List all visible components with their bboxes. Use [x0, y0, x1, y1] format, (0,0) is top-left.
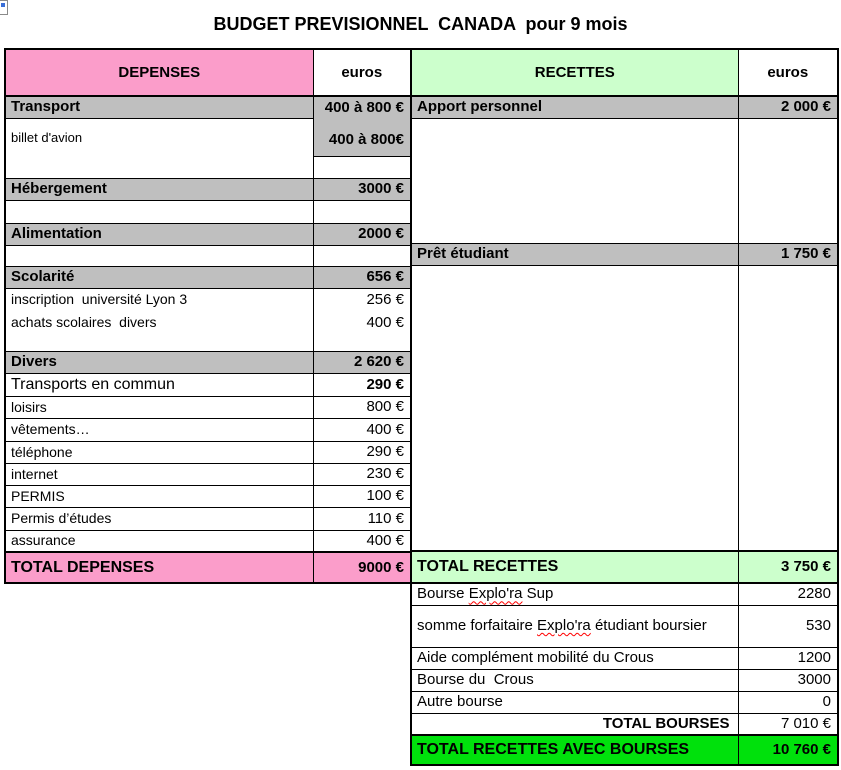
table-row — [5, 441, 411, 463]
recettes-euros-header-cell: euros — [738, 49, 838, 96]
table-row — [5, 507, 411, 530]
spacer-cell — [5, 334, 313, 351]
recettes-table — [410, 48, 839, 766]
table-row — [411, 691, 838, 713]
spacer-cell — [5, 200, 313, 223]
transports-commun-value: 290 € — [313, 373, 411, 396]
telephone-label: téléphone — [5, 441, 313, 463]
somme-forfaitaire-label — [411, 605, 738, 647]
achats-label: achats scolaires divers — [5, 311, 313, 334]
telephone-value: 290 € — [313, 441, 411, 463]
spacer-row — [411, 118, 838, 243]
total-recettes-value: 3 750 € — [738, 551, 838, 583]
label-text: Sup — [522, 585, 554, 603]
label-text: étudiant boursier — [590, 617, 707, 634]
recettes-header-cell: RECETTES — [411, 49, 738, 96]
achats-value: 400 € — [313, 311, 411, 334]
permis-etudes-label: Permis d’études — [5, 507, 313, 530]
table-row — [411, 669, 838, 691]
vetements-value: 400 € — [313, 418, 411, 441]
aide-crous-value: 1200 — [738, 647, 838, 669]
table-row — [411, 583, 838, 605]
spacer-cell — [5, 245, 313, 266]
total-recettes-label: TOTAL RECETTES — [411, 551, 738, 583]
bourse-crous-label: Bourse du Crous — [411, 669, 738, 691]
spacer-cell — [313, 334, 411, 351]
table-header-row — [5, 49, 411, 96]
autre-bourse-label: Autre bourse — [411, 691, 738, 713]
permis-label: PERMIS — [5, 485, 313, 507]
apport-personnel-value: 2 000 € — [738, 96, 838, 118]
pret-etudiant-value: 1 750 € — [738, 243, 838, 265]
permis-etudes-value: 110 € — [313, 507, 411, 530]
depenses-table — [4, 48, 412, 584]
transport-value: 400 à 800 € — [313, 96, 411, 118]
spacer-row — [5, 334, 411, 351]
table-row — [5, 96, 411, 118]
table-header-row — [411, 49, 838, 96]
table-row — [5, 418, 411, 441]
depenses-euros-header-cell: euros — [313, 49, 411, 96]
transport-label: Transport — [5, 96, 313, 118]
hebergement-label: Hébergement — [5, 178, 313, 200]
table-row — [5, 485, 411, 507]
alimentation-label: Alimentation — [5, 223, 313, 245]
broken-image-icon — [0, 0, 8, 15]
spacer-row — [411, 265, 838, 551]
table-row — [5, 266, 411, 288]
page-title: BUDGET PREVISIONNEL CANADA pour 9 mois — [213, 14, 628, 34]
inscription-label: inscription université Lyon 3 — [5, 288, 313, 311]
vetements-label: vêtements… — [5, 418, 313, 441]
autre-bourse-value: 0 — [738, 691, 838, 713]
table-row — [5, 118, 411, 156]
billet-avion-value: 400 à 800€ — [313, 118, 411, 156]
divers-value: 2 620 € — [313, 351, 411, 373]
depenses-header-cell: DEPENSES — [5, 49, 313, 96]
internet-label: internet — [5, 463, 313, 485]
table-row — [411, 243, 838, 265]
bourse-explora-value: 2280 — [738, 583, 838, 605]
table-row — [5, 351, 411, 373]
grand-total-label: TOTAL RECETTES AVEC BOURSES — [411, 735, 738, 765]
spacer-cell — [411, 118, 738, 243]
inscription-value: 256 € — [313, 288, 411, 311]
table-row — [411, 647, 838, 669]
permis-value: 100 € — [313, 485, 411, 507]
table-row — [5, 288, 411, 311]
billet-avion-label: billet d'avion — [5, 118, 313, 156]
divers-label: Divers — [5, 351, 313, 373]
total-depenses-value: 9000 € — [313, 552, 411, 583]
spacer-row — [5, 245, 411, 266]
table-row — [5, 530, 411, 552]
somme-forfaitaire-value: 530 — [738, 605, 838, 647]
spacer-row — [5, 200, 411, 223]
table-row — [5, 223, 411, 245]
misspelled-word: Explo'ra — [537, 617, 591, 634]
pret-etudiant-label: Prêt étudiant — [411, 243, 738, 265]
label-text: Bourse — [417, 585, 469, 603]
spacer-cell — [5, 156, 313, 178]
spacer-cell — [313, 156, 411, 178]
total-recettes-row — [411, 551, 838, 583]
table-row — [411, 96, 838, 118]
total-bourses-value: 7 010 € — [738, 713, 838, 735]
spacer-cell — [313, 245, 411, 266]
spacer-cell — [738, 118, 838, 243]
loisirs-value: 800 € — [313, 396, 411, 418]
loisirs-label: loisirs — [5, 396, 313, 418]
hebergement-value: 3000 € — [313, 178, 411, 200]
alimentation-value: 2000 € — [313, 223, 411, 245]
table-row — [5, 178, 411, 200]
apport-personnel-label: Apport personnel — [411, 96, 738, 118]
spacer-cell — [411, 265, 738, 551]
spacer-cell — [313, 200, 411, 223]
table-row — [5, 373, 411, 396]
assurance-value: 400 € — [313, 530, 411, 552]
table-row — [5, 311, 411, 334]
scolarite-label: Scolarité — [5, 266, 313, 288]
table-row — [411, 605, 838, 647]
label-text: somme forfaitaire — [417, 617, 538, 634]
spacer-cell — [738, 265, 838, 551]
total-bourses-label: TOTAL BOURSES — [411, 713, 738, 735]
bourse-explora-label — [411, 583, 738, 605]
aide-crous-label: Aide complément mobilité du Crous — [411, 647, 738, 669]
total-depenses-row — [5, 552, 411, 583]
misspelled-word: Explo'ra — [468, 585, 523, 603]
scolarite-value: 656 € — [313, 266, 411, 288]
grand-total-value: 10 760 € — [738, 735, 838, 765]
internet-value: 230 € — [313, 463, 411, 485]
bourse-crous-value: 3000 — [738, 669, 838, 691]
table-row — [5, 396, 411, 418]
total-bourses-row — [411, 713, 838, 735]
table-row — [5, 463, 411, 485]
total-recettes-avec-bourses-row — [411, 735, 838, 765]
assurance-label: assurance — [5, 530, 313, 552]
spacer-row — [5, 156, 411, 178]
total-depenses-label: TOTAL DEPENSES — [5, 552, 313, 583]
transports-commun-label: Transports en commun — [5, 373, 313, 396]
